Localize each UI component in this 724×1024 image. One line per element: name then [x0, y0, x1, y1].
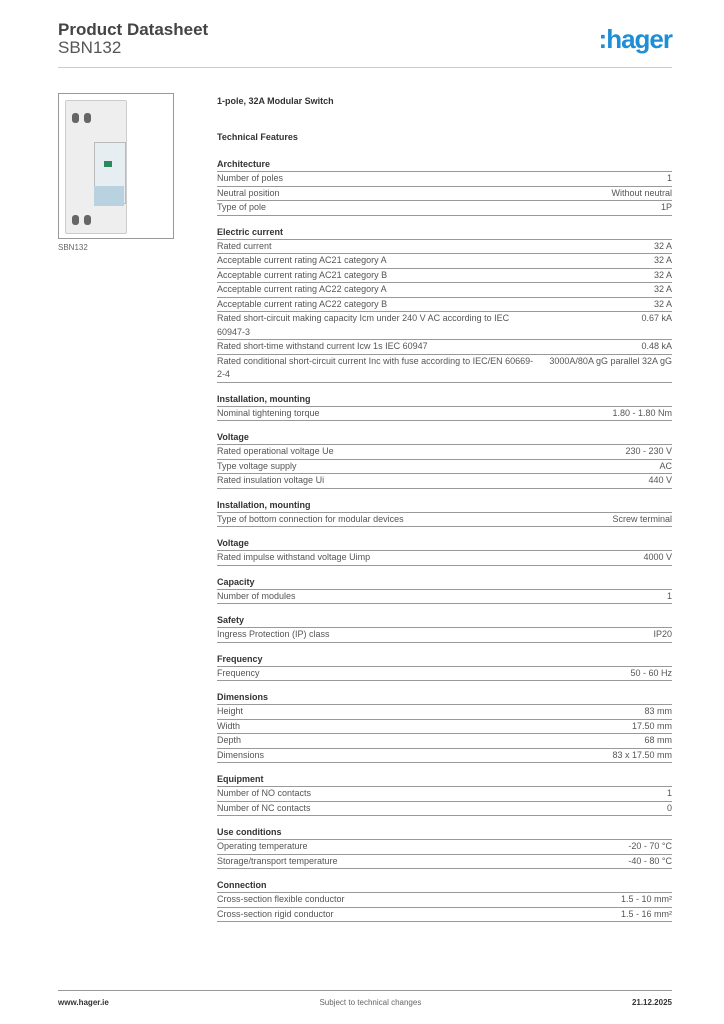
- spec-label: Frequency: [217, 667, 260, 678]
- spec-label: Acceptable current rating AC21 category A: [217, 255, 387, 265]
- spec-section: [217, 158, 672, 216]
- footer-note: Subject to technical changes: [319, 998, 422, 1007]
- section-heading: Safety: [217, 614, 672, 628]
- spec-value: IP20: [653, 629, 672, 639]
- spec-label: Rated short-time withstand current Icw 1s IEC 60947: [217, 341, 428, 351]
- spec-row: [217, 855, 672, 870]
- spec-row: [217, 187, 672, 202]
- spec-value: 1.5 - 10 mm²: [620, 894, 672, 904]
- spec-row: [217, 734, 672, 749]
- spec-value: -40 - 80 °C: [628, 855, 672, 866]
- spec-value: Screw terminal: [612, 513, 672, 524]
- spec-row: [217, 840, 672, 855]
- spec-section: [217, 576, 672, 605]
- spec-row: [217, 340, 672, 355]
- spec-row: [217, 628, 672, 643]
- page-title: Product Datasheet: [58, 20, 209, 39]
- modular-switch-illustration: [65, 100, 127, 234]
- spec-row: [217, 667, 672, 682]
- section-heading: Voltage: [217, 431, 672, 445]
- spec-row: [217, 908, 672, 923]
- spec-value: 0.48 kA: [641, 341, 672, 351]
- spec-value: 3000A/80A gG parallel 32A gG: [549, 355, 672, 366]
- spec-label: Dimensions: [217, 749, 265, 760]
- section-heading: Use conditions: [217, 826, 672, 840]
- spec-section: [217, 691, 672, 763]
- spec-label: Type of pole: [217, 202, 267, 212]
- section-heading: Electric current: [217, 226, 672, 240]
- spec-row: [217, 513, 672, 528]
- spec-value: 440 V: [648, 475, 672, 485]
- spec-label: Neutral position: [217, 187, 280, 198]
- spec-value: 230 - 230 V: [625, 446, 672, 456]
- spec-value: AC: [659, 460, 672, 471]
- spec-row: [217, 283, 672, 298]
- spec-label: Number of NC contacts: [217, 802, 311, 813]
- spec-row: [217, 355, 672, 383]
- spec-label: Acceptable current rating AC22 category B: [217, 298, 388, 309]
- header-divider: [58, 67, 672, 68]
- spec-label: Type of bottom connection for modular devices: [217, 513, 404, 524]
- product-image: [58, 93, 174, 239]
- spec-row: [217, 474, 672, 489]
- spec-label: Nominal tightening torque: [217, 407, 320, 418]
- spec-section: [217, 653, 672, 682]
- spec-value: 1.5 - 16 mm²: [620, 908, 672, 919]
- spec-row: [217, 445, 672, 460]
- spec-value: 1: [666, 173, 672, 183]
- spec-row: [217, 802, 672, 817]
- spec-row: [217, 749, 672, 764]
- spec-value: 0.67 kA: [641, 313, 672, 323]
- hager-logo: :hager: [598, 24, 672, 54]
- spec-row: [217, 590, 672, 605]
- spec-label: Ingress Protection (IP) class: [217, 629, 330, 639]
- product-title: 1-pole, 32A Modular Switch: [217, 96, 334, 106]
- spec-sections: [217, 158, 672, 922]
- section-heading: Installation, mounting: [217, 499, 672, 513]
- spec-row: [217, 705, 672, 720]
- spec-label: Width: [217, 720, 241, 731]
- footer-date: 21.12.2025: [631, 998, 672, 1007]
- spec-content: [217, 96, 672, 932]
- spec-row: [217, 893, 672, 908]
- spec-value: 1P: [660, 202, 672, 212]
- spec-value: 83 x 17.50 mm: [612, 749, 672, 760]
- spec-row: [217, 172, 672, 187]
- spec-label: Rated conditional short-circuit current Inc with fuse according to IEC/EN 60669-2-4: [217, 355, 534, 379]
- spec-value: 32 A: [653, 298, 672, 309]
- section-heading: Equipment: [217, 773, 672, 787]
- spec-value: 1: [666, 788, 672, 798]
- spec-label: Operating temperature: [217, 841, 308, 851]
- spec-label: Height: [217, 706, 244, 716]
- section-heading: Frequency: [217, 653, 672, 667]
- spec-value: 83 mm: [644, 706, 672, 716]
- spec-label: Acceptable current rating AC21 category B: [217, 269, 388, 280]
- spec-row: [217, 254, 672, 269]
- spec-label: Number of NO contacts: [217, 788, 312, 798]
- spec-section: [217, 393, 672, 422]
- spec-label: Cross-section flexible conductor: [217, 894, 345, 904]
- spec-row: [217, 787, 672, 802]
- section-heading: Architecture: [217, 158, 672, 172]
- image-caption: SBN132: [58, 243, 88, 252]
- spec-row: [217, 240, 672, 255]
- spec-section: [217, 226, 672, 383]
- footer-website[interactable]: www.hager.ie: [58, 998, 109, 1007]
- section-heading: Voltage: [217, 537, 672, 551]
- spec-section: [217, 773, 672, 816]
- spec-label: Acceptable current rating AC22 category A: [217, 284, 387, 294]
- spec-value: 0: [666, 802, 672, 813]
- spec-section: [217, 537, 672, 566]
- spec-label: Number of modules: [217, 590, 296, 601]
- spec-section: [217, 826, 672, 869]
- spec-value: 17.50 mm: [631, 720, 672, 731]
- product-code: SBN132: [58, 38, 122, 57]
- spec-section: [217, 879, 672, 922]
- spec-label: Rated short-circuit making capacity Icm under 240 V AC according to IEC 60947-3: [217, 313, 510, 337]
- spec-label: Rated operational voltage Ue: [217, 446, 334, 456]
- footer: [58, 990, 672, 1007]
- section-heading: Installation, mounting: [217, 393, 672, 407]
- spec-row: [217, 407, 672, 422]
- spec-label: Number of poles: [217, 173, 284, 183]
- spec-row: [217, 720, 672, 735]
- section-heading: Dimensions: [217, 691, 672, 705]
- section-heading: Connection: [217, 879, 672, 893]
- spec-value: 68 mm: [644, 735, 672, 745]
- spec-value: 1.80 - 1.80 Nm: [612, 407, 672, 418]
- spec-value: 32 A: [653, 284, 672, 294]
- spec-value: -20 - 70 °C: [628, 841, 672, 851]
- technical-features-heading: Technical Features: [217, 132, 298, 142]
- spec-value: 50 - 60 Hz: [630, 667, 672, 678]
- spec-value: 32 A: [653, 240, 672, 251]
- spec-row: [217, 312, 672, 340]
- spec-label: Type voltage supply: [217, 460, 297, 471]
- section-heading: Capacity: [217, 576, 672, 590]
- spec-label: Rated insulation voltage Ui: [217, 475, 325, 485]
- spec-label: Rated current: [217, 240, 272, 251]
- spec-value: 4000 V: [643, 552, 672, 562]
- spec-label: Rated impulse withstand voltage Uimp: [217, 552, 371, 562]
- spec-value: 32 A: [653, 269, 672, 280]
- spec-row: [217, 269, 672, 284]
- spec-label: Cross-section rigid conductor: [217, 908, 334, 919]
- spec-row: [217, 551, 672, 566]
- spec-label: Depth: [217, 735, 242, 745]
- spec-value: Without neutral: [611, 187, 672, 198]
- spec-value: 1: [666, 590, 672, 601]
- spec-section: [217, 614, 672, 643]
- spec-value: 32 A: [653, 255, 672, 265]
- spec-row: [217, 201, 672, 216]
- spec-row: [217, 298, 672, 313]
- spec-section: [217, 431, 672, 489]
- spec-label: Storage/transport temperature: [217, 855, 338, 866]
- spec-section: [217, 499, 672, 528]
- spec-row: [217, 460, 672, 475]
